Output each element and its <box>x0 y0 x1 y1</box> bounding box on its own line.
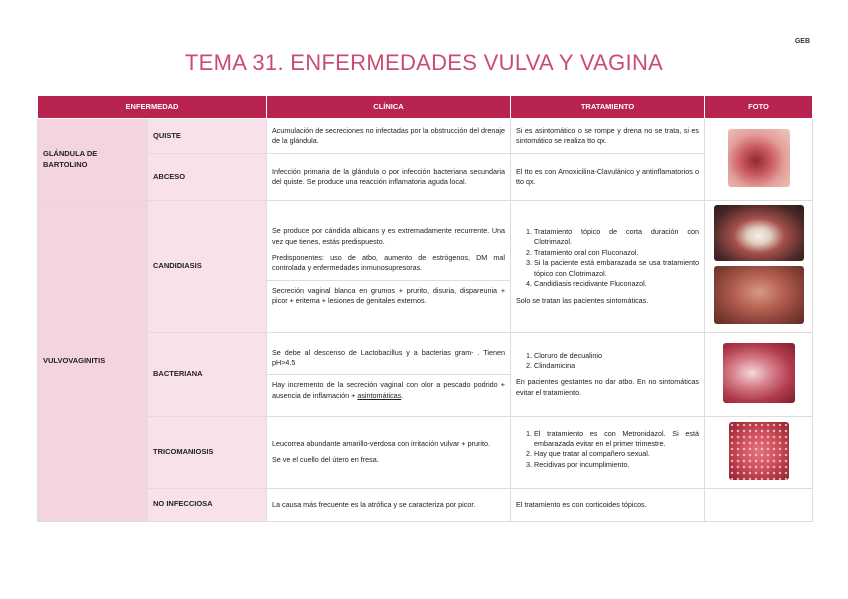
table-row <box>38 488 813 521</box>
subtype-absceso: ABCESO <box>148 154 267 201</box>
bacterial-vaginosis-photo <box>723 343 795 403</box>
list-item: 1. Cloruro de decualinio <box>534 351 699 361</box>
disease-table <box>37 95 813 522</box>
list-item: 1. El tratamiento es con Metronidazol. Si está embarazada evitar en el primer trimestre. <box>534 429 699 450</box>
clinical-text: Predisponentes: uso de atbo, aumento de estrógenos, DM mal controlada y enfermedades inmunosupresoras. <box>272 253 506 273</box>
header-treatment: TRATAMIENTO <box>511 96 705 119</box>
subtype-quiste: QUISTE <box>148 119 267 154</box>
underlined-term: asintomáticas <box>357 390 402 400</box>
treatment-quiste: Si es asintomático o se rompe y drena no se trata, si es sintomático se realiza tto qx. <box>511 119 705 154</box>
clinical-text-part: . <box>401 390 404 400</box>
treatment-note: En pacientes gestantes no dar atbo. En no sintomáticas evitar el tratamiento. <box>516 377 700 397</box>
clinical-text: Se produce por cándida albicans y es extremadamente recurrente. Una vez que tienes, estás predispuesto. <box>272 226 506 246</box>
clinical-no-infecciosa: La causa más frecuente es la atrófica y se caracteriza por picor. <box>267 488 511 521</box>
table-header-row <box>38 96 813 119</box>
photo-bartolino <box>705 119 813 201</box>
clinical-text: Leucorrea abundante amarillo-verdosa con irritación vulvar + prurito. <box>272 438 490 448</box>
list-item: 2. Clindamicina <box>534 361 699 371</box>
bartholin-cyst-photo <box>728 129 790 187</box>
treatment-absceso: El tto es con Amoxicilina-Clavulánico y antinflamatorios o tto qx. <box>511 154 705 201</box>
clinical-text: Secreción vaginal blanca en grumos + prurito, disuria, dispareunia + picor + eritema + lesiones de genitales externos. <box>272 285 506 306</box>
header-clinical: CLÍNICA <box>267 96 511 119</box>
clinical-tricomoniasis <box>267 416 511 488</box>
table-row <box>38 416 813 488</box>
strawberry-cervix-photo <box>729 422 789 480</box>
page-title: TEMA 31. ENFERMEDADES VULVA Y VAGINA <box>184 50 664 75</box>
list-item: 1. Tratamiento tópico de corta duración con Clotrimazol. <box>534 227 699 248</box>
subtype-bacteriana: BACTERIANA <box>148 332 267 416</box>
list-item: 3. Recidivas por incumplimiento. <box>534 460 699 470</box>
treatment-list <box>516 351 699 372</box>
clinical-bacteriana <box>267 332 511 416</box>
clinical-candidiasis <box>267 201 511 333</box>
table-row <box>38 119 813 154</box>
list-item: 2. Tratamiento oral con Fluconazol. <box>534 248 699 258</box>
clinical-quiste: Acumulación de secreciones no infectadas por la obstrucción del drenaje de la glándula. <box>267 119 511 154</box>
clinical-text: Se ve el cuello del útero en fresa. <box>272 455 379 465</box>
photo-tricomoniasis <box>705 416 813 488</box>
candidiasis-photo-2 <box>714 266 804 324</box>
treatment-bacteriana <box>511 332 705 416</box>
divider <box>267 280 510 281</box>
treatment-tricomoniasis <box>511 416 705 488</box>
photo-bacteriana <box>705 332 813 416</box>
clinical-absceso: Infección primaria de la glándula o por infección bacteriana secundaria del quiste. Se produce una reacción inflamatoria aguda local. <box>267 154 511 201</box>
subtype-no-infecciosa: NO INFECCIOSA <box>148 488 267 521</box>
treatment-note: Solo se tratan las pacientes sintomáticas. <box>516 295 649 305</box>
treatment-candidiasis <box>511 201 705 333</box>
table-row <box>38 154 813 201</box>
treatment-list <box>516 227 699 290</box>
header-photo: FOTO <box>705 96 813 119</box>
header-disease: ENFERMEDAD <box>38 96 267 119</box>
photo-empty <box>705 488 813 521</box>
list-item: 4. Candidiasis recidivante Fluconazol. <box>534 279 699 289</box>
treatment-no-infecciosa: El tratamiento es con corticoides tópicos. <box>511 488 705 521</box>
treatment-list <box>516 429 699 471</box>
clinical-text-part: Hay incremento de la secreción vaginal con olor a pescado podrido + ausencia de inflamación + <box>272 380 506 400</box>
divider <box>267 374 510 375</box>
author-initials: GEB <box>794 38 810 45</box>
table-row <box>38 332 813 416</box>
subtype-candidiasis: CANDIDIASIS <box>148 201 267 333</box>
clinical-text <box>272 380 505 401</box>
disease-bartolino: GLÁNDULA DE BARTOLINO <box>38 119 148 201</box>
clinical-text: Se debe al descenso de Lactobacillus y a bacterias gram- . Tienen pH>4.5 <box>272 347 506 367</box>
disease-vulvovaginitis: VULVOVAGINITIS <box>38 201 148 522</box>
list-item: 2. Hay que tratar al compañero sexual. <box>534 449 699 459</box>
subtype-tricomoniasis: TRICOMANIOSIS <box>148 416 267 488</box>
table-row <box>38 201 813 333</box>
list-item: 3. Si la paciente está embarazada se usa tratamiento tópico con Clotrimazol. <box>534 258 699 279</box>
photo-candidiasis <box>705 201 813 333</box>
candidiasis-photo-1 <box>714 205 804 261</box>
